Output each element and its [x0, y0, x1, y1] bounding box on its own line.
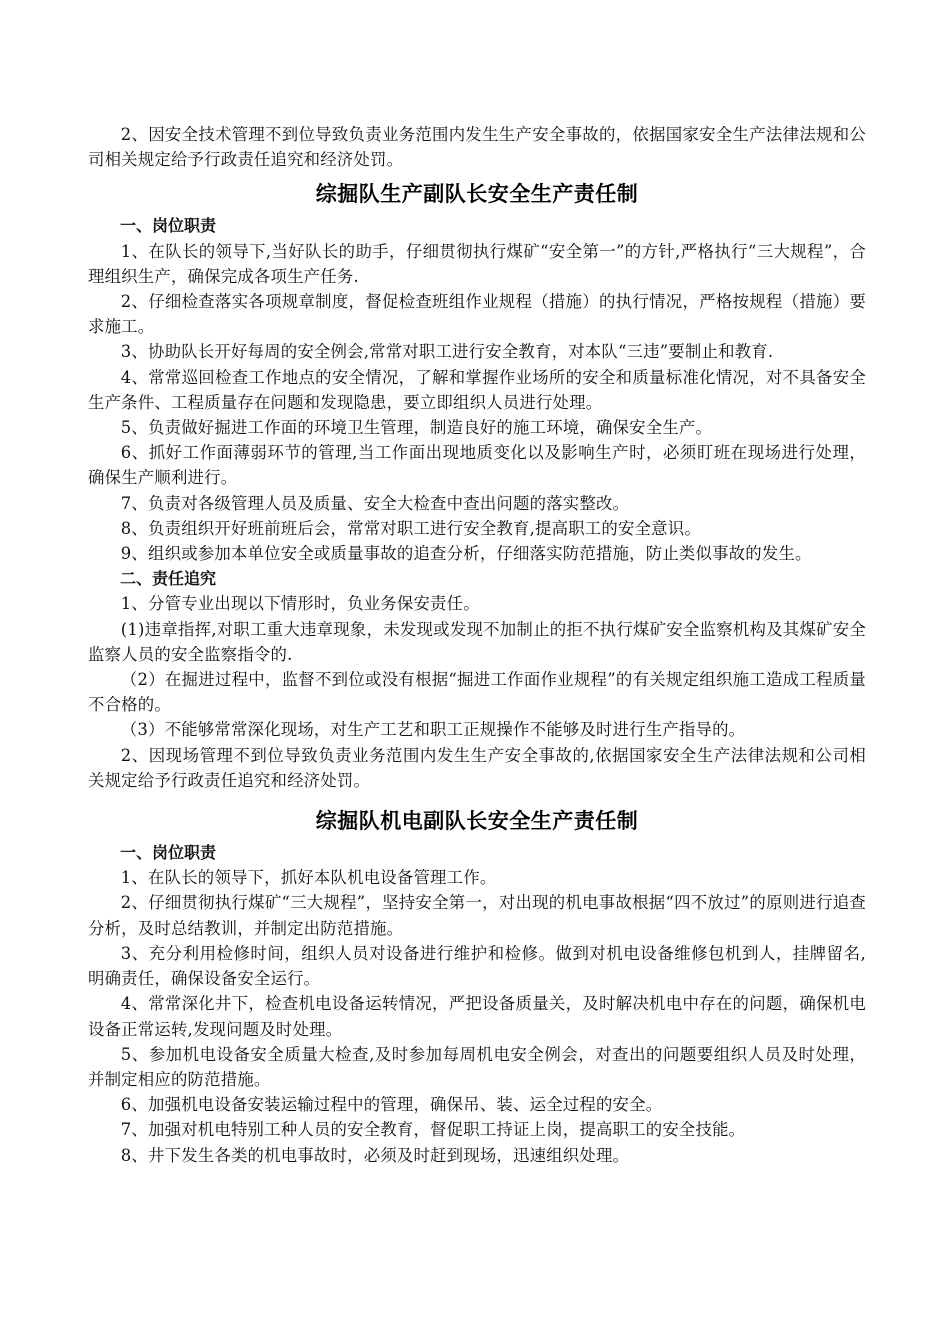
duty-item: 1、在队长的领导下，抓好本队机电设备管理工作。 — [120, 868, 497, 888]
duty-item: 4、常常深化井下，检查机电设备运转情况，严把设备质量关，及时解决机电中存在的问题，确保机电设备正常运转,发现问题及时处理。 — [88, 994, 866, 1039]
duty-item: 2、仔细贯彻执行煤矿“三大规程”，坚持安全第一，对出现的机电事故根据“四不放过”的原则进行追查分析，及时总结教训，并制定出防范措施。 — [88, 893, 866, 938]
duty-item: 7、负责对各级管理人员及质量、安全大检查中查出问题的落实整改。 — [120, 493, 630, 513]
section-heading-duties: 一、岗位职责 — [120, 216, 217, 236]
duty-item: 4、常常巡回检查工作地点的安全情况，了解和掌握作业场所的安全和质量标准化情况，对不具备安全生产条件、工程质量存在问题和发现隐患，要立即组织人员进行处理。 — [88, 367, 866, 412]
document-page — [88, 122, 866, 1168]
section-title-production: 综掘队生产副队长安全生产责任制 — [315, 182, 639, 207]
duty-item: 3、协助队长开好每周的安全例会,常常对职工进行安全教育，对本队“三违”要制止和教育. — [120, 342, 774, 362]
duty-item: 8、负责组织开好班前班后会，常常对职工进行安全教育,提高职工的安全意识。 — [120, 518, 701, 538]
section-title-electromechanical: 综掘队机电副队长安全生产责任制 — [315, 809, 639, 834]
paragraph: 2、因安全技术管理不到位导致负责业务范围内发生生产安全事故的，依据国家安全生产法律法规和公司相关规定给予行政责任追究和经济处罚。 — [88, 125, 866, 170]
duty-item: 3、充分利用检修时间，组织人员对设备进行维护和检修。做到对机电设备维修包机到人，挂牌留名,明确责任，确保设备安全运行。 — [88, 943, 866, 989]
duty-item: 7、加强对机电特别工种人员的安全教育，督促职工持证上岗，提高职工的安全技能。 — [120, 1120, 746, 1140]
section-heading-accountability: 二、责任追究 — [120, 569, 217, 589]
duty-item: 2、仔细检查落实各项规章制度，督促检查班组作业规程（措施）的执行情况，严格按规程（措施）要求施工。 — [88, 292, 866, 337]
duty-item: 6、抓好工作面薄弱环节的管理,当工作面出现地质变化以及影响生产时，必须盯班在现场进行处理，确保生产顺利进行。 — [88, 443, 866, 488]
duty-item: 9、组织或参加本单位安全或质量事故的追查分析，仔细落实防范措施，防止类似事故的发生。 — [120, 544, 812, 564]
duty-item: 8、井下发生各类的机电事故时，必须及时赶到现场，迅速组织处理。 — [120, 1145, 630, 1165]
section-heading-duties: 一、岗位职责 — [120, 843, 217, 863]
accountability-item: 2、因现场管理不到位导致负责业务范围内发生生产安全事故的,依据国家安全生产法律法规和公司相关规定给予行政责任追究和经济处罚。 — [88, 745, 866, 790]
duty-item: 5、参加机电设备安全质量大检查,及时参加每周机电安全例会，对查出的问题要组织人员及时处理，并制定相应的防范措施。 — [88, 1044, 866, 1089]
accountability-item: 1、分管专业出现以下情形时，负业务保安责任。 — [120, 594, 480, 614]
accountability-item: （2）在掘进过程中，监督不到位或没有根据“掘进工作面作业规程”的有关规定组织施工造成工程质量不合格的。 — [88, 670, 866, 715]
duty-item: 6、加强机电设备安装运输过程中的管理，确保吊、装、运全过程的安全。 — [120, 1095, 663, 1115]
accountability-item: （3）不能够常常深化现场，对生产工艺和职工正规操作不能够及时进行生产指导的。 — [120, 720, 746, 740]
duty-item: 5、负责做好掘进工作面的环境卫生管理，制造良好的施工环境，确保安全生产。 — [120, 418, 713, 438]
accountability-item: (1)违章指挥,对职工重大违章现象，未发现或发现不加制止的拒不执行煤矿安全监察机构及其煤矿安全监察人员的安全监察指令的. — [88, 619, 866, 664]
duty-item: 1、在队长的领导下,当好队长的助手，仔细贯彻执行煤矿“安全第一”的方针,严格执行“三大规程”，合理组织生产，确保完成各项生产任务. — [88, 241, 866, 286]
